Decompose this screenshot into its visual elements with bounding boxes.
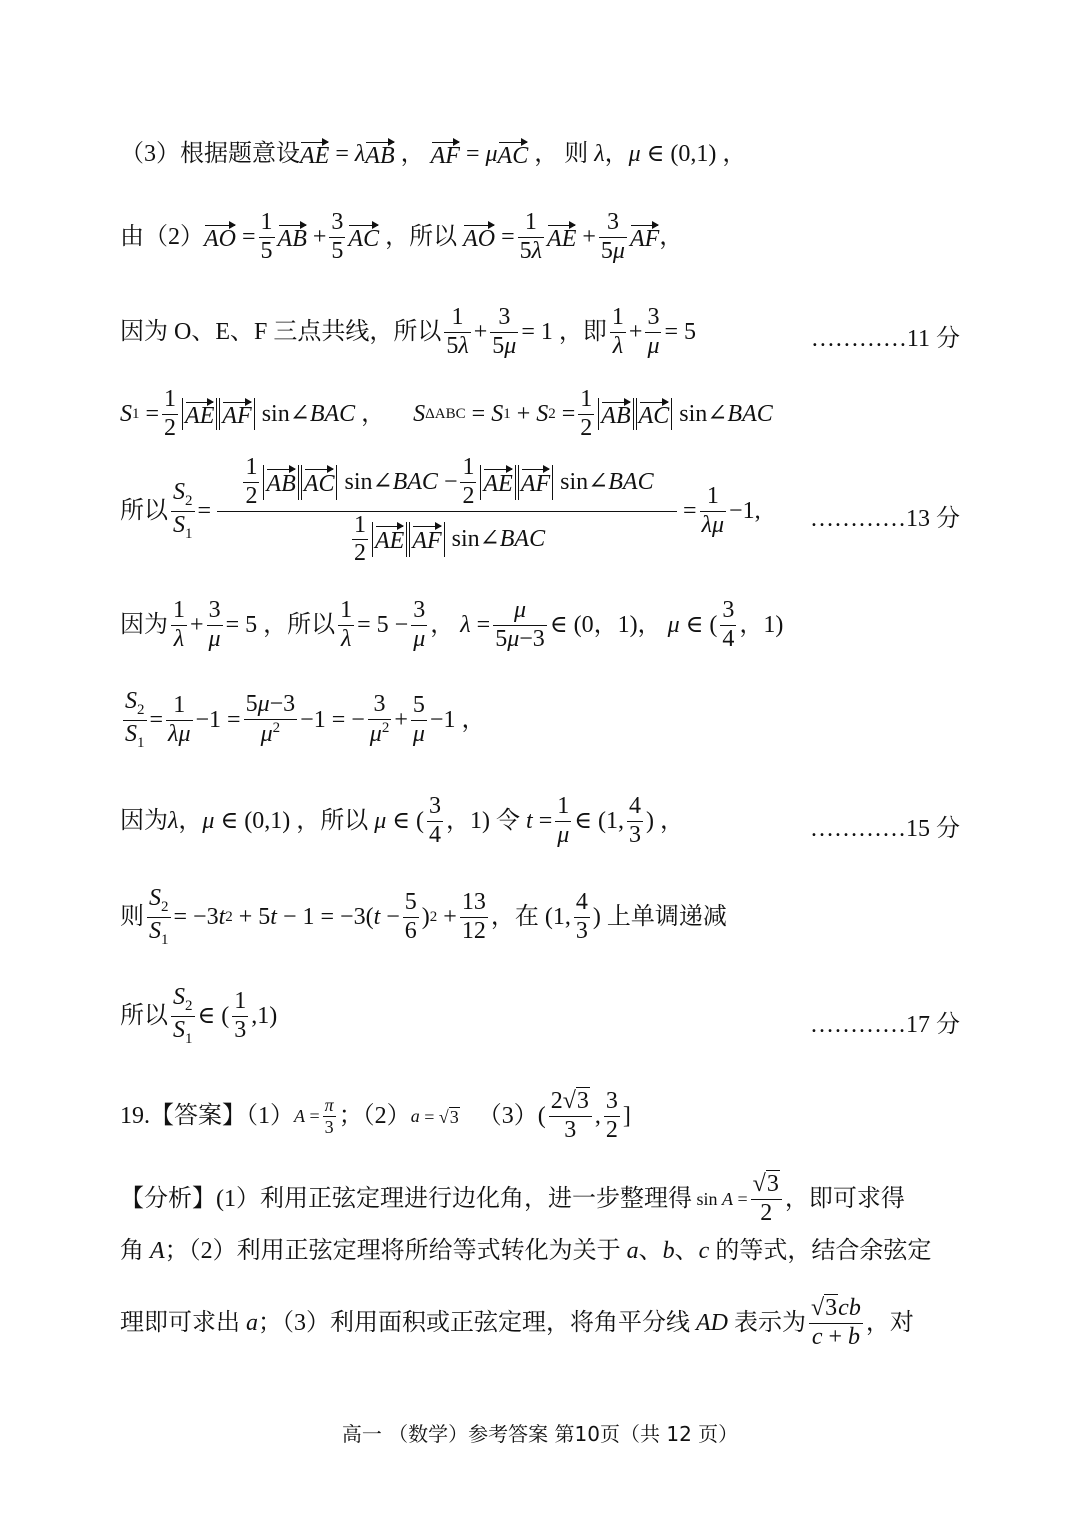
line-range: 所以 $\frac{S_2}{S_1}$ ∈ ( $\frac{1}{3}$ ,1) — [120, 984, 278, 1047]
line-ao-vector: 由（2） AO = $\frac{1}{5}$ AB + $\frac{3}{5}$ AC ，所以 AO = $\frac{1}{5\lambda}$ AE + $\frac{3}{5\mu}$ AF ， — [120, 208, 684, 264]
score-15: …………15 分 — [810, 816, 960, 842]
line-answer-19: 19.【答案】（1） A = $\frac{\pi}{3}$ ；（2） a = √3 （3） ( $\frac{2√3}{3}$ , $\frac{3}{2}$ ] — [120, 1087, 631, 1143]
line-ratio-mu: $\frac{S_2}{S_1}$ = $\frac{1}{\lambda\mu}$ −1 = $\frac{5\mu-3}{\mu^2}$ −1 = − $\frac{3}{\mu^2}$ + $\frac{5}{\mu}$ −1 ， — [125, 688, 486, 751]
analysis-line-3: 理即可求出 a；（3）利用面积或正弦定理，将角平分线 AD 表示为 $\frac{√3cb}{c + b}$ ，对 — [120, 1295, 914, 1350]
analysis-line-1: 【分析】(1）利用正弦定理进行边化角，进一步整理得 sin A = $\frac{√3}{2}$ ，即可求得 — [120, 1171, 905, 1226]
line-quadratic: 则 $\frac{S_2}{S_1}$ = −3 t 2 + 5 t − 1 = −3( t − $\frac{5}{6}$ ) 2 + $\frac{13}{12}$ ，在 (1, $\frac{4}{3}$ ) 上单调递减 — [120, 885, 727, 948]
line-setup: （3）根据题意设 AE = λ AB ， AF = μ AC ， 则 λ ， μ ∈ (0,1) ， — [120, 141, 747, 169]
line-ratio: 所以 $\frac{S_2}{S_1}$ = $\frac{1}{2}$ AB AC sin∠ BAC − $\frac{1}{2}$ AE AF sin∠ BAC $\frac{1}{2}$ AE AF sin∠ BAC = $\frac{1}{\lambda\mu}$ −1, — [120, 454, 761, 567]
line-lambda-mu: 因为 $\frac{1}{\lambda}$ + $\frac{3}{\mu}$ = 5 ，所以 $\frac{1}{\lambda}$ = 5 − $\frac{3}{\mu}$ ， λ = $\frac{\mu}{5\mu-3}$ ∈ (0，1)， μ ∈ ( $\frac{3}{4}$ ，1) — [120, 596, 784, 652]
score-11: …………11 分 — [810, 326, 960, 352]
score-13: …………13 分 — [810, 506, 960, 532]
page-footer: 高一 （数学）参考答案 第10页（共 12 页） — [341, 1422, 739, 1446]
line-t-sub: 因为 λ ， μ ∈ (0,1) ，所以 μ ∈ ( $\frac{3}{4}$ ，1) 令 t = $\frac{1}{\mu}$ ∈ (1, $\frac{4}{3}$ ) ， — [120, 792, 685, 848]
score-17: …………17 分 — [810, 1012, 960, 1038]
line-area-formulas: S 1 = $\frac{1}{2}$ AE AF sin∠ BAC ， S ΔABC = S 1 + S 2 = $\frac{1}{2}$ AB AC sin∠ BAC — [120, 385, 773, 441]
line-collinear: 因为 O、E、F 三点共线，所以 $\frac{1}{5\lambda}$ + $\frac{3}{5\mu}$ = 1 ，即 $\frac{1}{\lambda}$ + $\frac{3}{\mu}$ = 5 — [120, 303, 697, 359]
analysis-line-2: 角 A；（2）利用正弦定理将所给等式转化为关于 a、b、c 的等式，结合余弦定 — [120, 1238, 932, 1264]
